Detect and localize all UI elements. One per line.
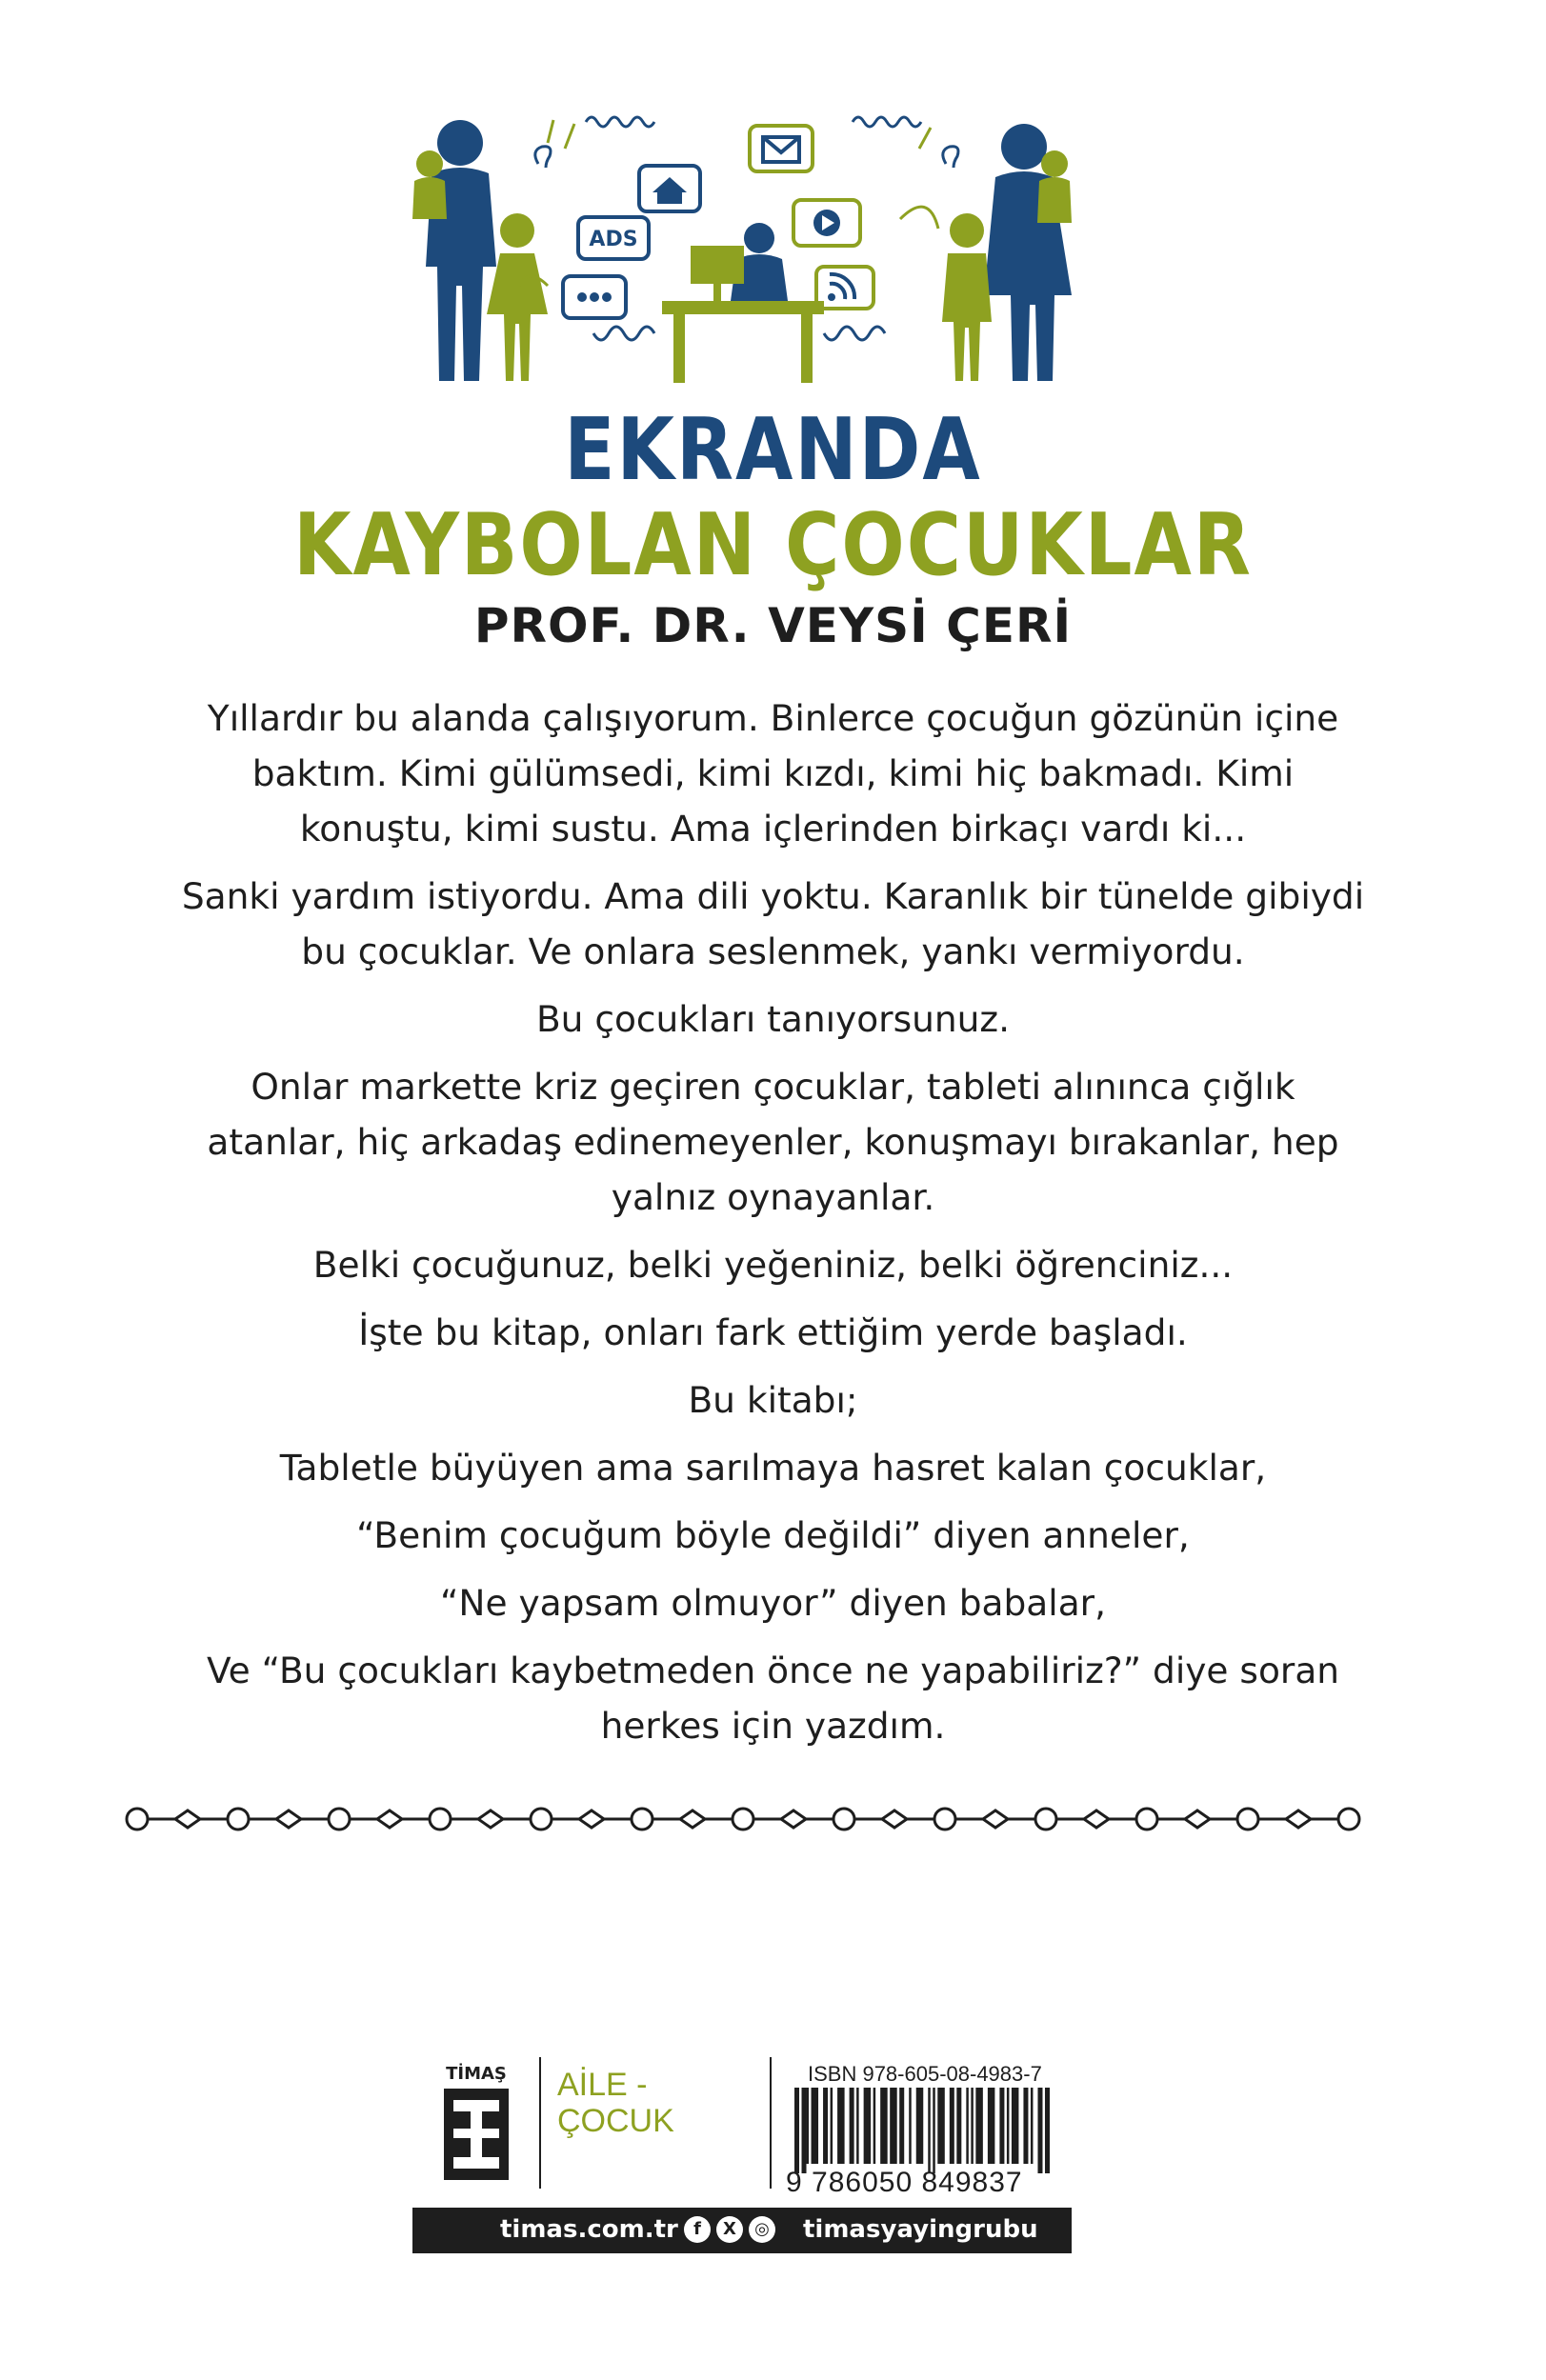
barcode-bar xyxy=(916,2088,924,2164)
decorative-divider xyxy=(124,1800,1362,1838)
back-cover-blurb xyxy=(181,690,1365,1766)
barcode-bar xyxy=(802,2088,807,2173)
ads-label: ADS xyxy=(589,228,638,251)
facebook-icon[interactable]: f xyxy=(684,2216,711,2243)
blurb-paragraph: Belki çocuğunuz, belki yeğeniniz, belki öğrenciniz... xyxy=(312,1244,1234,1286)
barcode-bar xyxy=(999,2088,1004,2164)
publisher-website[interactable]: timas.com.tr xyxy=(500,2215,678,2244)
blurb-paragraph: Ve “Bu çocukları kaybetmeden önce ne yapabiliriz?” diye soran herkes için yazdım. xyxy=(206,1650,1340,1747)
barcode-bar xyxy=(928,2088,931,2173)
instagram-icon[interactable]: ◎ xyxy=(749,2216,775,2243)
child-right-figure xyxy=(942,213,992,381)
social-icons xyxy=(684,2216,775,2245)
category-line2: ÇOCUK xyxy=(557,2103,674,2139)
divider-diamond xyxy=(882,1810,907,1828)
barcode-bar xyxy=(864,2088,872,2164)
barcode-bar xyxy=(909,2088,912,2164)
divider-circle xyxy=(833,1809,854,1830)
barcode-bar xyxy=(1037,2088,1042,2173)
barcode-bar xyxy=(812,2088,819,2164)
blurb-paragraph: Bu kitabı; xyxy=(688,1379,858,1421)
book-title-line1: EKRANDA xyxy=(564,401,982,500)
footer-separator xyxy=(539,2057,541,2189)
publisher-logo xyxy=(440,2060,512,2184)
barcode-bar xyxy=(1012,2088,1019,2164)
child-left-figure xyxy=(487,213,548,381)
blurb-paragraph: Bu çocukları tanıyorsunuz. xyxy=(535,998,1011,1040)
publisher-contact-bar xyxy=(412,2208,1072,2253)
barcode-bar xyxy=(988,2088,995,2164)
divider-diamond xyxy=(1185,1810,1210,1828)
divider-circle xyxy=(1338,1809,1359,1830)
barcode-bar xyxy=(823,2088,828,2164)
home-icon xyxy=(639,166,700,211)
barcode-bar xyxy=(933,2088,935,2173)
barcode-bar xyxy=(794,2088,799,2173)
barcode-bar xyxy=(831,2088,833,2164)
barcode-bar xyxy=(837,2088,845,2164)
barcode-bar xyxy=(1023,2088,1028,2164)
divider-circle xyxy=(632,1809,653,1830)
cover-illustration xyxy=(405,105,1091,390)
blurb-paragraph: Onlar markette kriz geçiren çocuklar, tableti alınınca çığlık atanlar, hiç arkadaş edinemeyenler, konuşmayı bırakanlar, hep yalnız oynayanlar. xyxy=(207,1066,1339,1218)
barcode-bar xyxy=(899,2088,904,2164)
barcode-bar xyxy=(1045,2088,1050,2173)
barcode-bar xyxy=(971,2088,974,2164)
baby-right-figure xyxy=(1037,150,1072,223)
divider-diamond xyxy=(175,1810,200,1828)
play-icon xyxy=(793,200,860,246)
divider-circle xyxy=(430,1809,451,1830)
divider-diamond xyxy=(781,1810,806,1828)
divider-diamond xyxy=(276,1810,301,1828)
chat-dots-icon xyxy=(563,276,626,318)
blurb-paragraph: “Ne yapsam olmuyor” diyen babalar, xyxy=(439,1582,1107,1624)
divider-circle xyxy=(934,1809,955,1830)
book-category xyxy=(557,2067,674,2139)
barcode-bar xyxy=(975,2088,983,2164)
blurb-paragraph: “Benim çocuğum böyle değildi” diyen anneler, xyxy=(356,1514,1190,1556)
barcode-bar xyxy=(950,2088,954,2164)
divider-circle xyxy=(228,1809,249,1830)
divider-diamond xyxy=(377,1810,402,1828)
book-title-line2: KAYBOLAN ÇOCUKLAR xyxy=(293,496,1253,595)
divider-circle xyxy=(531,1809,552,1830)
rss-icon xyxy=(816,267,873,309)
blurb-paragraph: Tabletle büyüyen ama sarılmaya hasret kalan çocuklar, xyxy=(279,1447,1267,1489)
mail-icon xyxy=(750,126,813,171)
divider-circle xyxy=(1035,1809,1056,1830)
ads-bubble xyxy=(578,217,649,259)
barcode-bar xyxy=(850,2088,854,2164)
isbn-barcode xyxy=(789,2088,1055,2173)
barcode-bar xyxy=(890,2088,897,2164)
divider-circle xyxy=(1237,1809,1258,1830)
divider-circle xyxy=(1136,1809,1157,1830)
footer-separator xyxy=(770,2057,772,2189)
isbn-label: ISBN 978-605-08-4983-7 xyxy=(808,2062,1042,2086)
isbn-digits: 9 786050 849837 xyxy=(786,2167,1023,2198)
divider-diamond xyxy=(1084,1810,1109,1828)
divider-circle xyxy=(127,1809,148,1830)
divider-diamond xyxy=(579,1810,604,1828)
divider-diamond xyxy=(1286,1810,1311,1828)
publisher-logo-text: TİMAŞ xyxy=(446,2064,507,2084)
author-name: PROF. DR. VEYSİ ÇERİ xyxy=(473,598,1073,653)
barcode-bar xyxy=(880,2088,888,2164)
divider-diamond xyxy=(478,1810,503,1828)
x-icon[interactable]: X xyxy=(716,2216,743,2243)
blurb-paragraph: Yıllardır bu alanda çalışıyorum. Binlerce çocuğun gözünün içine baktım. Kimi gülümsedi, kimi kızdı, kimi hiç bakmadı. Kimi konuştu, kimi sustu. Ama içlerinden birkaçı vardı ki... xyxy=(207,697,1339,850)
blurb-paragraph: İşte bu kitap, onları fark ettiğim yerde başladı. xyxy=(358,1311,1188,1353)
barcode-bar xyxy=(873,2088,876,2164)
divider-circle xyxy=(733,1809,753,1830)
divider-circle xyxy=(329,1809,350,1830)
divider-diamond xyxy=(680,1810,705,1828)
category-line1: AİLE - xyxy=(557,2067,648,2103)
divider-diamond xyxy=(983,1810,1008,1828)
barcode-bar xyxy=(1031,2088,1034,2164)
social-handle[interactable]: timasyayingrubu xyxy=(803,2215,1038,2244)
barcode-bar xyxy=(966,2088,969,2164)
barcode-bar xyxy=(956,2088,961,2164)
barcode-bar xyxy=(856,2088,859,2164)
barcode-bar xyxy=(937,2088,945,2164)
barcode-bar xyxy=(1007,2088,1010,2164)
baby-left-figure xyxy=(412,150,447,219)
barcode-bar xyxy=(807,2088,810,2164)
blurb-paragraph: Sanki yardım istiyordu. Ama dili yoktu. Karanlık bir tünelde gibiydi bu çocuklar. Ve onlara seslenmek, yankı vermiyordu. xyxy=(181,875,1365,972)
